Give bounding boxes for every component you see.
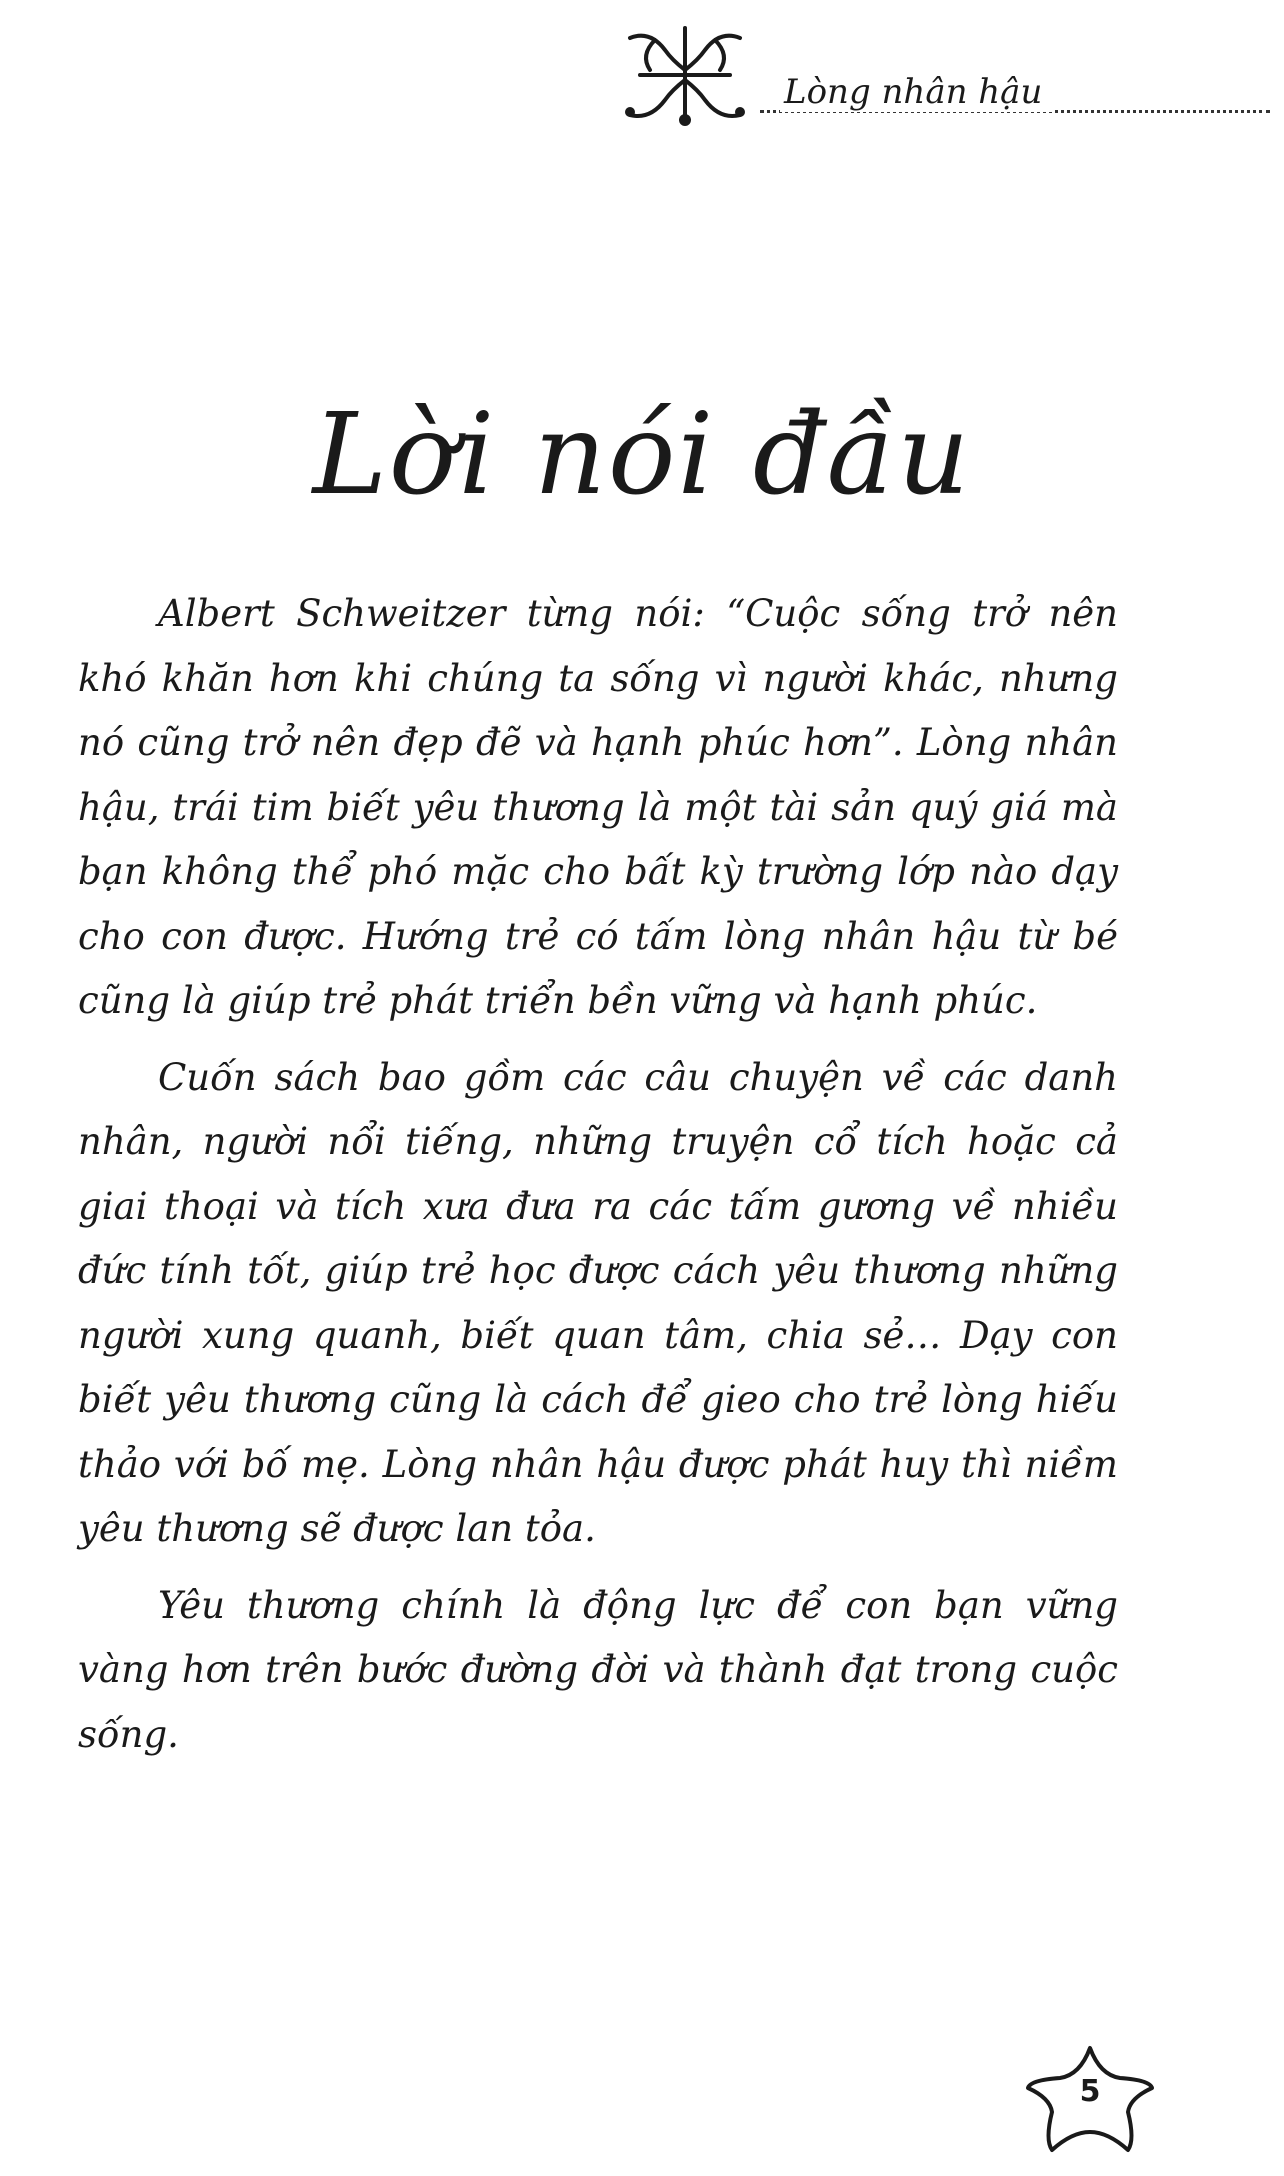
- paragraph: Yêu thương chính là động lực để con bạn vững vàng hơn trên bước đường đời và thành đạt trong cuộc sống.: [78, 1583, 1118, 1756]
- preface-body: [78, 582, 1118, 1779]
- running-title: Lòng nhân hậu: [780, 72, 1052, 112]
- page-title: Lời nói đầu: [312, 390, 972, 520]
- paragraph: Cuốn sách bao gồm các câu chuyện về các danh nhân, người nổi tiếng, những truyện cổ tích hoặc cả giai thoại và tích xưa đưa ra các tấm gương về nhiều đức tính tốt, giúp trẻ học được cách yêu thương những người xung quanh, biết quan tâm, chia sẻ… Dạy con biết yêu thương cũng là cách để gieo cho trẻ lòng hiếu thảo với bố mẹ. Lòng nhân hậu được phát huy thì niềm yêu thương sẽ được lan tỏa.: [78, 1055, 1118, 1550]
- page-number: 5: [1079, 2074, 1101, 2109]
- page-header: [610, 20, 1270, 130]
- page-number-badge: [1020, 2040, 1160, 2160]
- decorative-ornament-icon: [610, 20, 760, 130]
- running-title-line: [760, 68, 1270, 113]
- paragraph: Albert Schweitzer từng nói: “Cuộc sống trở nên khó khăn hơn khi chúng ta sống vì người khác, nhưng nó cũng trở nên đẹp đẽ và hạnh phúc hơn”. Lòng nhân hậu, trái tim biết yêu thương là một tài sản quý giá mà bạn không thể phó mặc cho bất kỳ trường lớp nào dạy cho con được. Hướng trẻ có tấm lòng nhân hậu từ bé cũng là giúp trẻ phát triển bền vững và hạnh phúc.: [78, 592, 1118, 1022]
